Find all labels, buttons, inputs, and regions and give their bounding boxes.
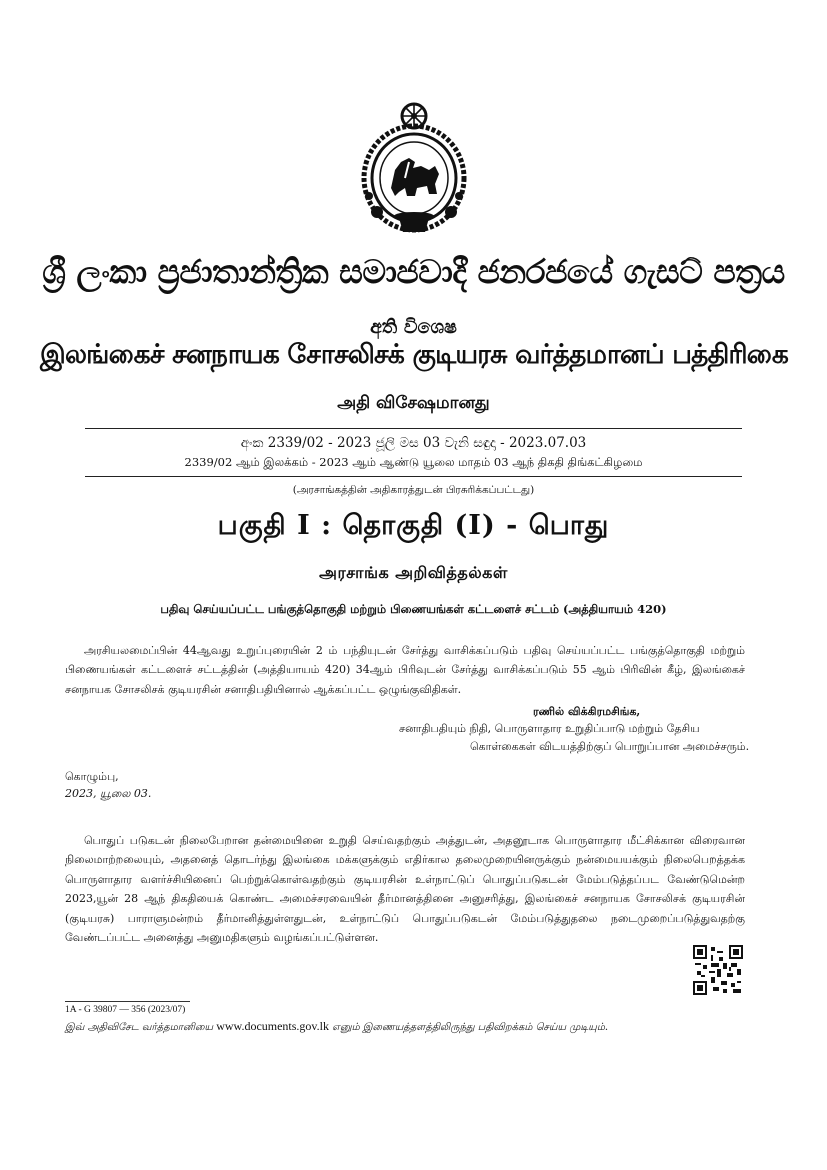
issue-line-sinhala: අංක 2339/02 - 2023 ජූලි මස 03 වැනි සඳුදා - 2023.07.03: [240, 435, 587, 451]
gazette-title-sinhala: ශ්‍රී ලංකා ප්‍රජාතාන්ත්‍රික සමාජවාදී ජනරජයේ ගැසට් පත්‍රය: [42, 252, 785, 291]
footer-rule: [65, 1001, 190, 1002]
body-paragraph: பொதுப் படுகடன் நிலைபேறான தன்மையினை உறுதி செய்வதற்கும் அத்துடன், அதனூடாக பொருளாதார மீட்சிக்கான விரைவான நிலைமாற்றலையும், அதனைத் தொடர்ந்து இலங்கை மக்களுக்கும் எதிர்கால தலைமுறையினருக்கும் நன்மையயக்கும் நிலைபெறத்தக்க பொருளாதார வளர்ச்சியினைப் பெற்றுக்கொள்வதற்கும் குடியரசின் உள்நாட்டுப் பொதுப்படுகடன் மேம்படுத்தப்பட வேண்டுமென்ற 2023,யூன் 28 ஆந் திகதியைக் கொண்ட அமைச்சரவையின் தீர்மானத்தினை அனுசரித்து, இலங்கைச் சனநாயக சோசலிசக் குடியரசின் (குடியரசு) பாராளுமன்றம் தீர்மானித்துள்ளதுடன், உள்நாட்டுப் பொதுப்படுகடன் மேம்படுத்துதலை நடைமுறைப்படுத்துவதற்கு வேண்டப்பட்ட அனைத்து அனுமதிகளும் வழங்கப்பட்டுள்ளன.: [65, 834, 745, 945]
subject-heading: பதிவு செய்யப்பட்ட பங்குத்தொகுதி மற்றும் பிணையங்கள் கட்டளைச் சட்டம் (அத்தியாயம் 420): [160, 602, 667, 616]
published-by-authority: (அரசாங்கத்தின் அதிகாரத்துடன் பிரசுரிக்கப்பட்டது): [292, 484, 535, 496]
footer-note-before: இவ் அதிவிசேட வர்த்தமானியை: [65, 1022, 217, 1033]
part-heading: பகுதி I : தொகுதி (I) - பொது: [217, 510, 610, 541]
sri-lanka-emblem-icon: [355, 100, 473, 240]
signer-title-line-1: சனாதிபதியும் நிதி, பொருளாதார உறுதிப்பாடு மற்றும் தேசிய: [399, 722, 700, 735]
header-rule-top: [85, 428, 742, 429]
footer-website-link[interactable]: www.documents.gov.lk: [216, 1019, 329, 1033]
preamble-paragraph: அரசியலமைப்பின் 44ஆவது உறுப்புரையின் 2 ம் பந்தியுடன் சேர்த்து வாசிக்கப்படும் பதிவு செய்யப்பட்ட பங்குத்தொகுதி மற்றும் பிணையங்கள் கட்டளைச் சட்டத்தின் (அத்தியாயம் 420) 34ஆம் பிரிவுடன் சேர்த்து வாசிக்கப்படும் 55 ஆம் பிரிவின் கீழ், இலங்கைச் சனநாயக சோசலிசக் குடியரசின் சனாதிபதியினால் ஆக்கப்பட்ட ஒழுங்குவிதிகள்.: [65, 644, 745, 696]
footer-note-after: எனும் இணையத்தளத்திலிருந்து பதிவிறக்கம் செய்ய முடியும்.: [328, 1022, 609, 1033]
qr-code-icon[interactable]: [693, 945, 743, 995]
signer-name: ரணில் விக்கிரமசிங்க,: [533, 705, 641, 718]
footer-note: [65, 1019, 608, 1034]
notices-heading: அரசாங்க அறிவித்தல்கள்: [319, 563, 508, 582]
signing-place: கொழும்பு,: [65, 770, 119, 783]
signer-title-line-2: கொள்கைகள் விடயத்திற்குப் பொறுப்பான அமைச்சரும்.: [470, 740, 750, 753]
gazette-subtitle-tamil: அதி விசேஷமானது: [337, 393, 490, 413]
footer-code: 1A - G 39807 — 356 (2023/07): [65, 1005, 186, 1015]
signing-date: 2023, யூலை 03.: [65, 787, 152, 800]
gazette-subtitle-sinhala: අති විශෙෂ: [370, 316, 457, 338]
issue-line-tamil: 2339/02 ஆம் இலக்கம் - 2023 ஆம் ஆண்டு யூலை மாதம் 03 ஆந் திகதி திங்கட்கிழமை: [184, 455, 643, 469]
header-rule-bottom: [85, 476, 742, 477]
gazette-title-tamil: இலங்கைச் சனநாயக சோசலிசக் குடியரசு வர்த்தமானப் பத்திரிகை: [40, 339, 789, 370]
